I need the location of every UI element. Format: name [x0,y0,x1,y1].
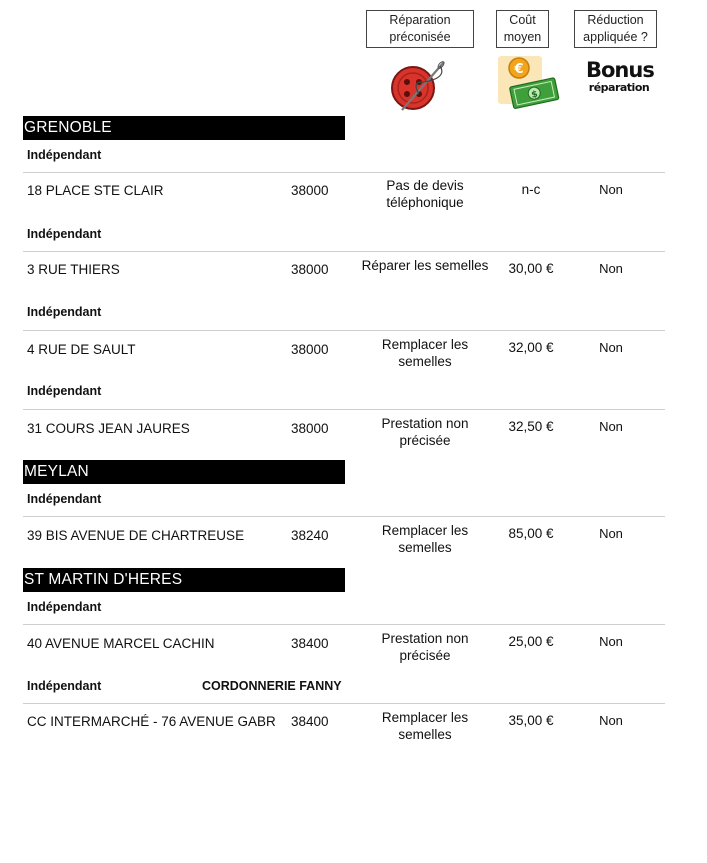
repair-line: téléphonique [386,195,464,210]
average-cost: 32,00 € [508,340,554,355]
column-header-reparation [366,10,474,48]
address: 40 AVENUE MARCEL CACHIN [27,636,215,651]
average-cost: 25,00 € [508,634,554,649]
address: 4 RUE DE SAULT [27,342,136,357]
postcode: 38000 [291,183,329,198]
reduction-applied: Non [599,634,623,649]
address: 31 COURS JEAN JAURES [27,421,190,436]
repair-recommended [352,415,498,449]
row-divider [23,703,665,704]
repair-recommended [351,257,499,274]
column-header-cout [496,10,549,48]
repairer-type: Indépendant [27,148,102,162]
bonus-logo-subtitle: réparation [588,81,650,94]
address: 18 PLACE STE CLAIR [27,183,164,198]
svg-text:$: $ [530,89,539,101]
row-divider [23,624,665,625]
address: 39 BIS AVENUE DE CHARTREUSE [27,528,245,543]
repairer-type: Indépendant [27,492,102,506]
column-header-reduction-line2: appliquée ? [583,30,648,44]
repair-line: Remplacer les [381,523,469,538]
column-header-cout-line1: Coût [509,13,536,27]
sewing-button-icon [388,58,450,114]
repair-line: précisée [399,433,451,448]
repair-line: semelles [398,727,452,742]
average-cost: 35,00 € [508,713,554,728]
average-cost: 32,50 € [508,419,554,434]
column-header-reduction-line1: Réduction [587,13,644,27]
column-header-reduction [574,10,657,48]
repair-line: Prestation non [381,631,469,646]
column-header-reparation-line2: préconisée [389,30,451,44]
address: 3 RUE THIERS [27,262,120,277]
row-divider [23,516,665,517]
city-header-st-martin-dheres: ST MARTIN D'HERES [23,568,345,592]
shop-name: CORDONNERIE FANNY [202,679,342,693]
bonus-logo-title: Bonus [586,58,654,82]
reduction-applied: Non [599,713,623,728]
average-cost: n-c [521,182,541,197]
postcode: 38000 [291,342,329,357]
repair-recommended [352,522,498,556]
repair-line: semelles [398,354,452,369]
repair-line: Prestation non [381,416,469,431]
bonus-reparation-logo [586,58,652,102]
reduction-applied: Non [599,182,623,197]
reduction-applied: Non [599,261,623,276]
row-divider [23,330,665,331]
repairer-type: Indépendant [27,600,102,614]
repair-recommended [352,177,498,211]
postcode: 38000 [291,421,329,436]
postcode: 38400 [291,636,329,651]
postcode: 38000 [291,262,329,277]
row-divider [23,409,665,410]
city-header-meylan: MEYLAN [23,460,345,484]
svg-text:€: € [514,62,524,77]
repair-line: Remplacer les [381,337,469,352]
repair-line: semelles [398,540,452,555]
column-header-cout-line2: moyen [503,30,542,44]
city-header-grenoble: GRENOBLE [23,116,345,140]
repairer-type: Indépendant [27,679,102,693]
reduction-applied: Non [599,340,623,355]
repair-line: précisée [399,648,451,663]
reduction-applied: Non [599,419,623,434]
row-divider [23,172,665,173]
reduction-applied: Non [599,526,623,541]
average-cost: 30,00 € [508,261,554,276]
row-divider [23,251,665,252]
average-cost: 85,00 € [508,526,554,541]
money-icon [495,54,561,112]
repair-recommended [352,336,498,370]
repair-line: Pas de devis [386,178,464,193]
address: CC INTERMARCHÉ - 76 AVENUE GABR [27,714,276,729]
repair-recommended [352,630,498,664]
postcode: 38400 [291,714,329,729]
postcode: 38240 [291,528,329,543]
repair-line: Réparer les semelles [361,258,489,273]
repairer-type: Indépendant [27,305,102,319]
column-header-reparation-line1: Réparation [389,13,451,27]
repairer-type: Indépendant [27,227,102,241]
repairer-type: Indépendant [27,384,102,398]
repair-line: Remplacer les [381,710,469,725]
repair-recommended [352,709,498,743]
